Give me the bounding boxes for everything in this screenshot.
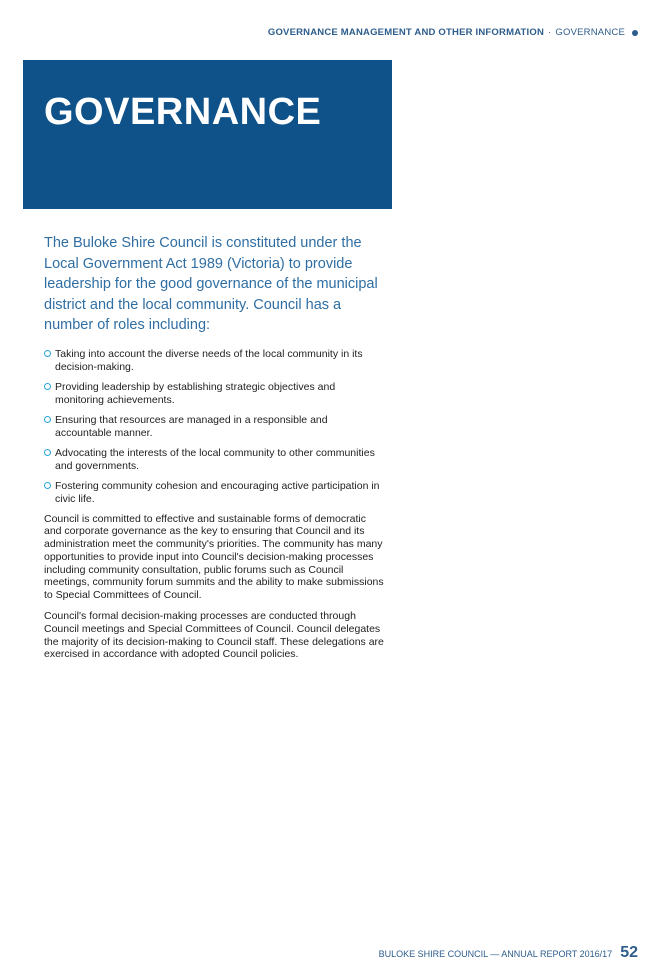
header-subsection: GOVERNANCE: [555, 27, 625, 38]
bullet-icon: [44, 482, 51, 489]
role-text: Advocating the interests of the local community to other communities and governments.: [55, 446, 375, 472]
title-banner: [23, 60, 392, 209]
list-item: [44, 447, 386, 474]
list-item: [44, 414, 386, 441]
bullet-icon: [44, 383, 51, 390]
bullet-icon: [44, 416, 51, 423]
role-text: Ensuring that resources are managed in a responsible and accountable manner.: [55, 413, 328, 439]
role-text: Taking into account the diverse needs of the local community in its decision-making.: [55, 347, 363, 373]
page-footer: [379, 944, 638, 962]
list-item: [44, 348, 386, 375]
page-number: 52: [620, 944, 638, 961]
roles-list: [44, 348, 386, 507]
intro-text: The Buloke Shire Council is constituted under the Local Government Act 1989 (Victoria) to provide leadership for the good governance of the municipal district and the local community. Council has a number of roles including:: [44, 235, 378, 333]
role-text: Providing leadership by establishing strategic objectives and monitoring achievements.: [55, 380, 336, 406]
running-header: [268, 27, 638, 38]
bullet-icon: [44, 350, 51, 357]
footer-publication: BULOKE SHIRE COUNCIL — ANNUAL REPORT 2016/17: [378, 949, 613, 959]
page-title: GOVERNANCE: [44, 91, 322, 133]
header-section: GOVERNANCE MANAGEMENT AND OTHER INFORMATION: [267, 27, 545, 38]
list-item: [44, 480, 386, 507]
body-paragraph: Council's formal decision-making processes are conducted through Council meetings and Special Committees of Council. Council delegates the majority of its decision-making to Council staff. These delegations are exercised in accordance with adopted Council policies.: [44, 610, 384, 661]
content-column: [44, 233, 386, 669]
body-paragraph: Council is committed to effective and sustainable forms of democratic and corporate governance as the key to ensuring that Council and its administration meet the community's priorities. The community has many opportunities to provide input into Council's decision-making processes including community consultation, public forums such as Council meetings, community forum summits and the ability to make submissions to Special Committees of Council.: [44, 512, 384, 602]
list-item: [44, 381, 386, 408]
header-separator: ·: [548, 27, 552, 38]
header-dot-icon: [632, 30, 638, 36]
bullet-icon: [44, 449, 51, 456]
role-text: Fostering community cohesion and encouraging active participation in civic life.: [55, 479, 380, 505]
